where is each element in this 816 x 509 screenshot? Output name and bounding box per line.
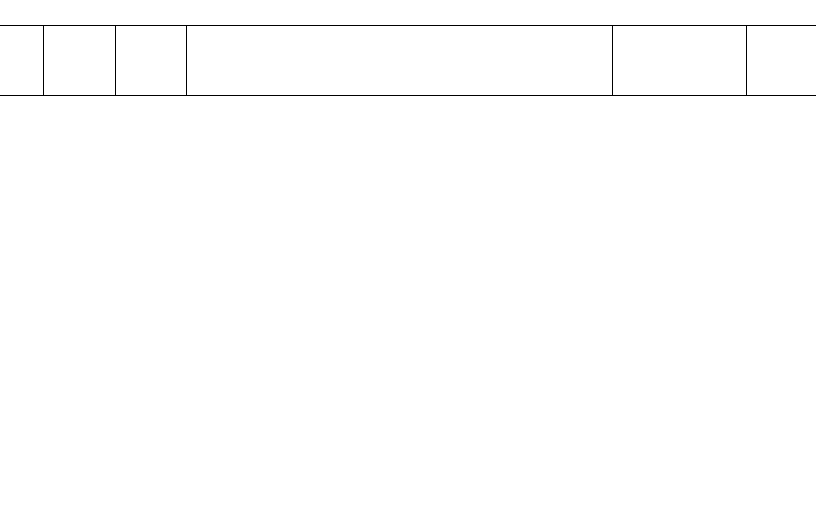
header-control-type <box>613 26 747 95</box>
header-note <box>747 26 816 95</box>
table-header <box>0 25 816 96</box>
header-topic <box>187 26 613 95</box>
header-date-plan <box>44 26 116 95</box>
header-lesson-number <box>0 26 44 95</box>
header-date-fact <box>116 26 187 95</box>
